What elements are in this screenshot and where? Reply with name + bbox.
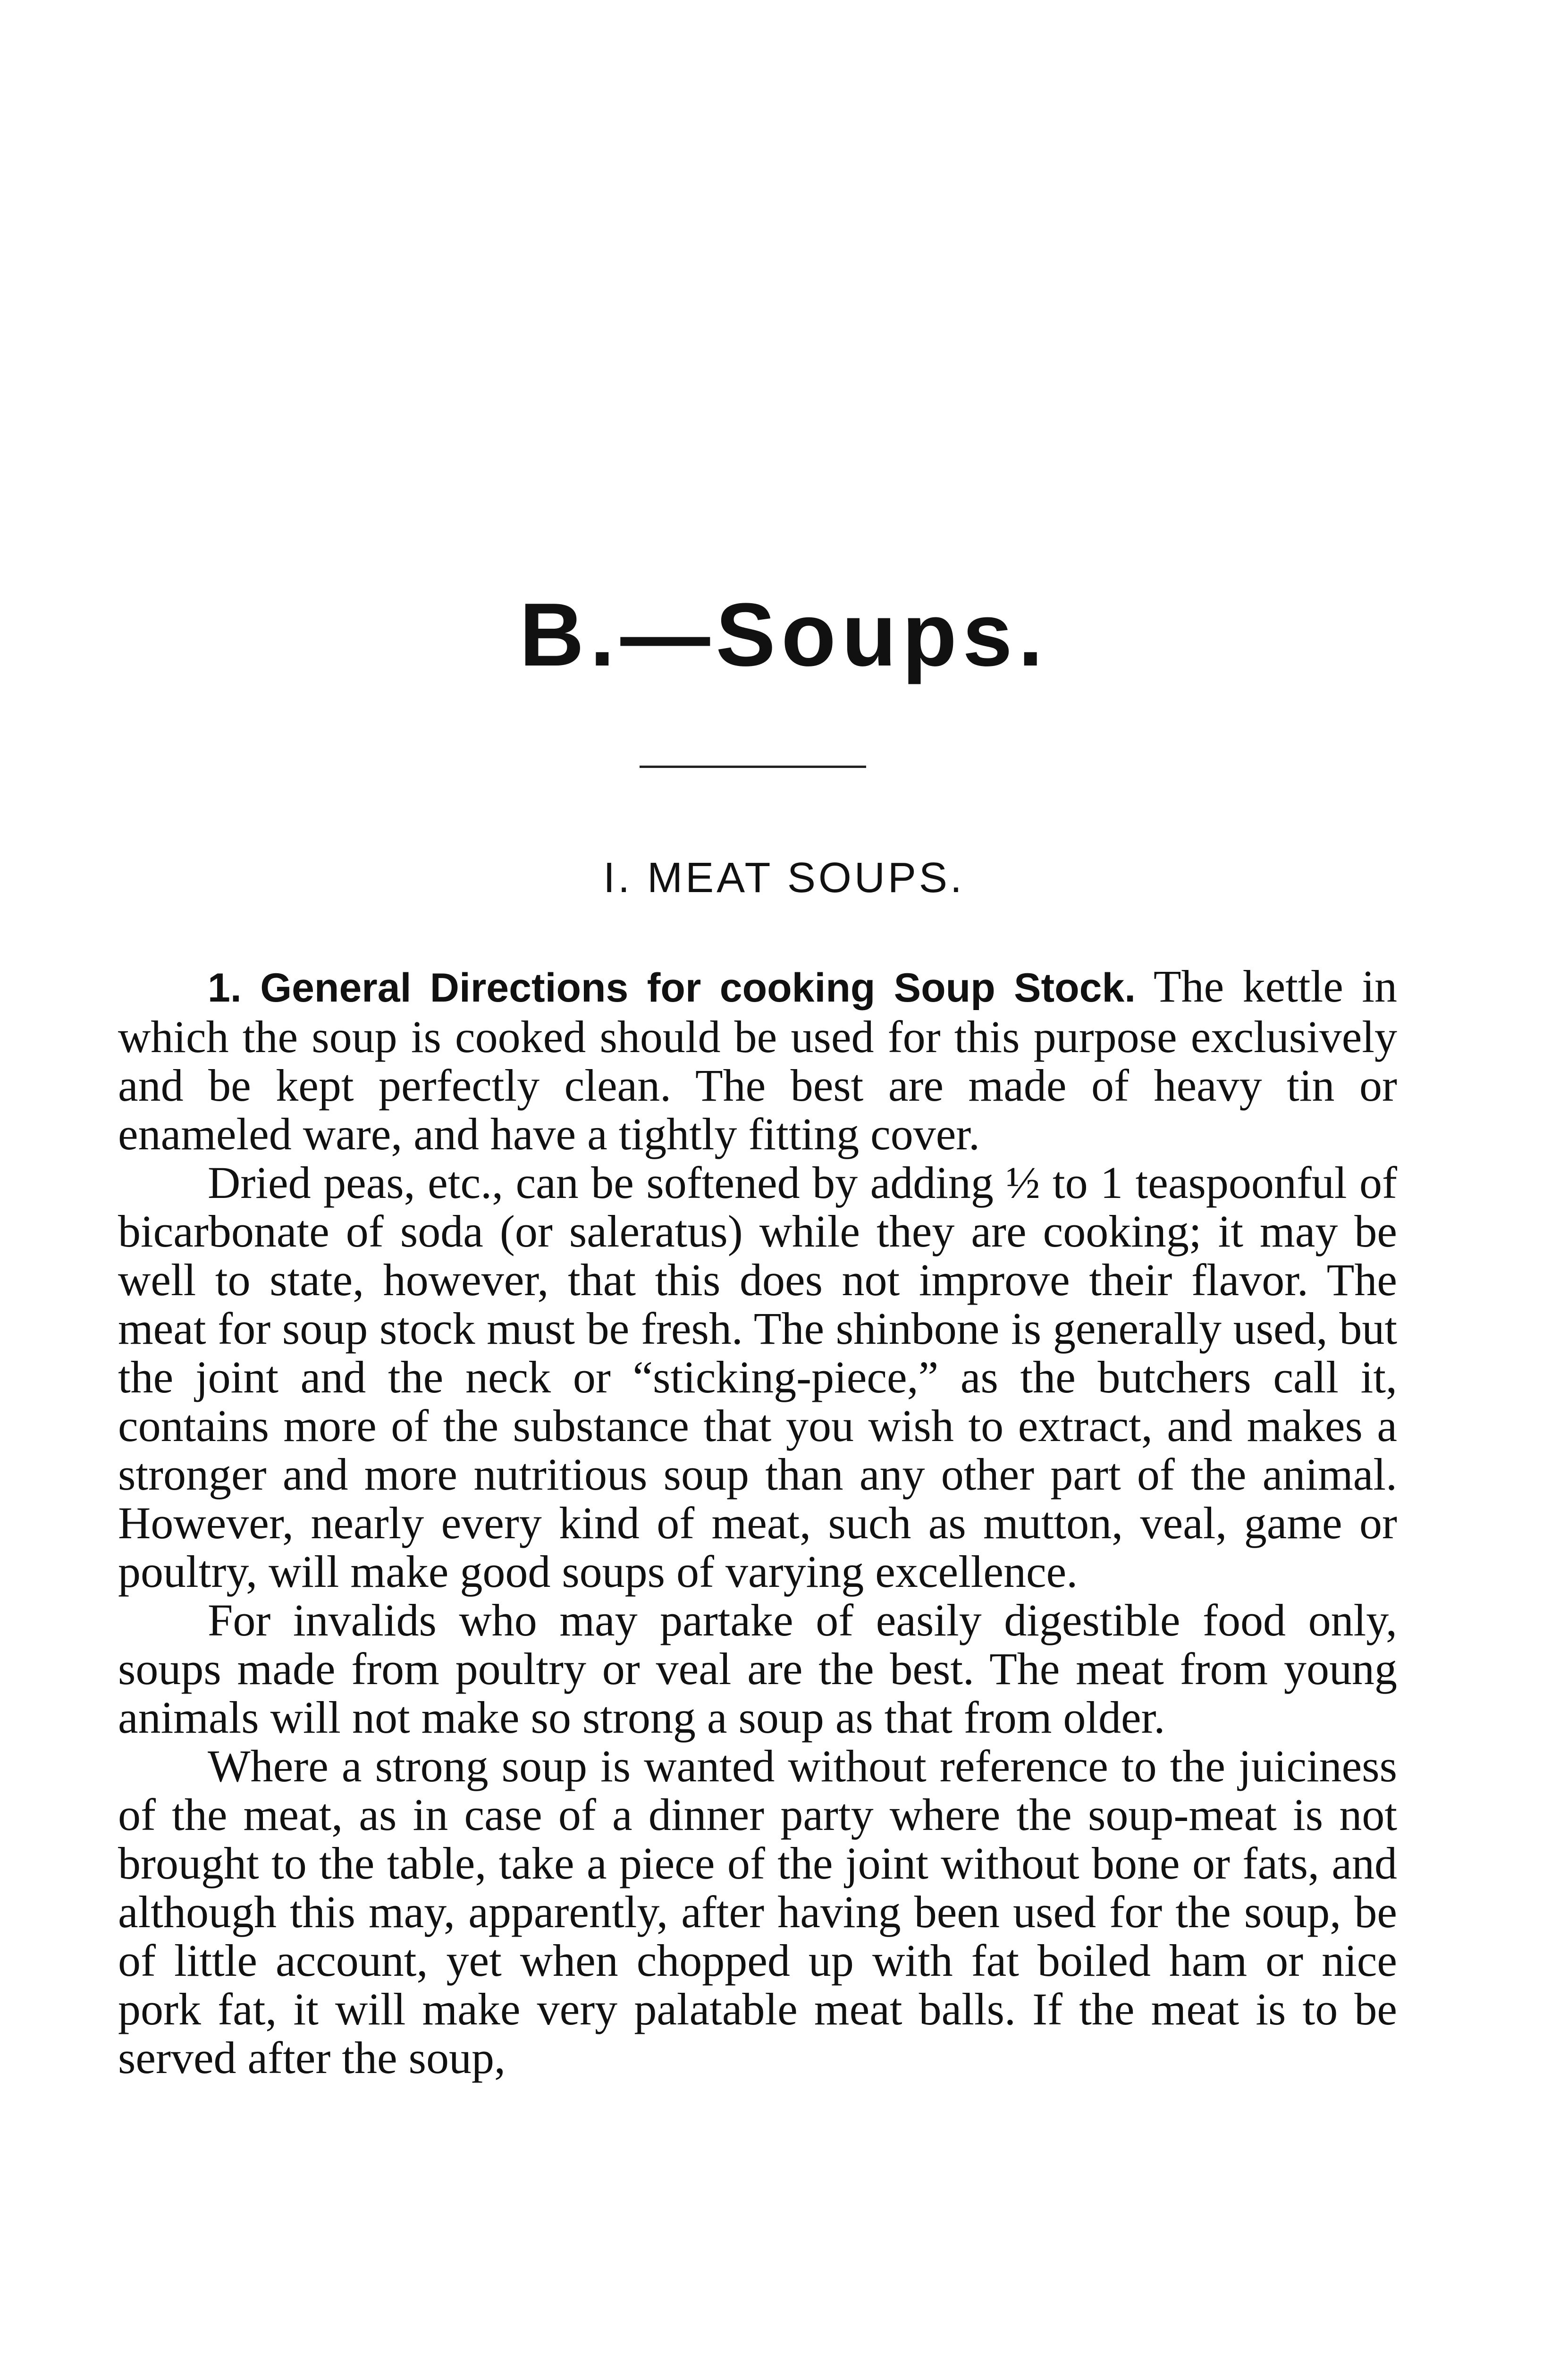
paragraph-4: Where a strong soup is wanted without reference to the juiciness of the meat, as in case of a dinner party where the soup-meat is not brought to the table, take a piece of the joint without bone or fats, and although this may, apparently, after having been used for the soup, be of little account, yet when chopped up with fat boiled ham or nice pork fat, it will make very palatable meat balls. If the meat is to be served after the soup, <box>118 1741 1397 2083</box>
paragraph-number: 1. <box>208 965 242 1011</box>
paragraph-text: The kettle in which the soup is cooked should be used for this purpose exclusively and be kept perfectly clean. The best are made of heavy tin or enameled ware, and have a tightly fitting cover. <box>118 961 1398 1159</box>
subsection-title: I. MEAT SOUPS. <box>603 854 965 902</box>
paragraph-heading: General Directions for cooking Soup Stock. <box>260 965 1136 1011</box>
title-divider-rule <box>640 766 866 768</box>
body-text <box>118 962 1397 2082</box>
paragraph-3: For invalids who may partake of easily digestible food only, soups made from poultry or veal are the best. The meat from young animals will not make so strong a soup as that from older. <box>118 1595 1397 1743</box>
paragraph-2: Dried peas, etc., can be softened by adding ½ to 1 teaspoonful of bicarbonate of soda (or saleratus) while they are cooking; it may be well to state, however, that this does not improve their flavor. The meat for soup stock must be fresh. The shinbone is generally used, but the joint and the neck or “sticking-piece,” as the butchers call it, contains more of the substance that you wish to extract, and makes a stronger and more nutritious soup than any other part of the animal. However, nearly every kind of meat, such as mutton, veal, game or poultry, will make good soups of varying excellence. <box>118 1157 1397 1597</box>
paragraph-1 <box>118 962 1397 1158</box>
section-title: B.—Soups. <box>519 585 1049 685</box>
